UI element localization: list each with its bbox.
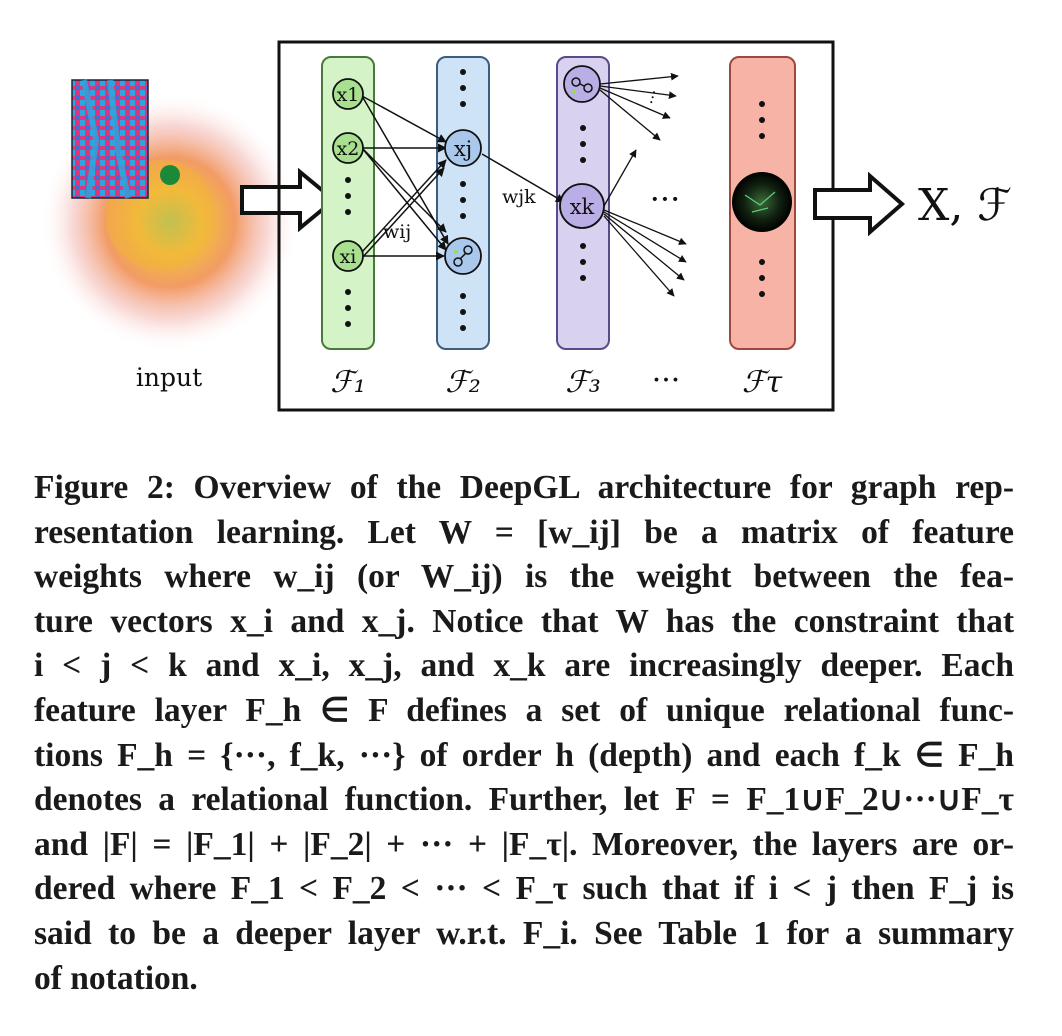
input-heatmap-image [72, 80, 148, 198]
layer-label-tau: ℱτ [741, 365, 783, 400]
caption-line: feature layer F_h ∈ F defines a set of unique relational func- [34, 691, 1014, 729]
svg-text:xj: xj [453, 137, 473, 161]
layer-label-3: ℱ₃ [565, 365, 601, 400]
node-xk [560, 184, 604, 228]
layer-label-2: ℱ₂ [445, 365, 481, 400]
caption-line: denotes a relational function. Further, let F = F_1∪F_2∪···∪F_τ [34, 781, 1014, 819]
caption-line: i < j < k and x_i, x_j, and x_k are increasingly deeper. Each [34, 647, 1014, 685]
layer-label-1: ℱ₁ [330, 365, 366, 400]
weight-label-wij: wij [383, 221, 412, 243]
node-deep-graph [732, 172, 792, 232]
output-label: X, ℱ [918, 180, 1012, 231]
caption-line: resentation learning. Let W = [w_ij] be a matrix of feature [34, 513, 1014, 551]
svg-text:xi: xi [339, 246, 357, 268]
caption-line: tions F_h = {···, f_k, ···} of order h (depth) and each f_k ∈ F_h [34, 736, 1014, 774]
caption-line: dered where F_1 < F_2 < ··· < F_τ such that if i < j then F_j is [34, 870, 1014, 908]
svg-text:x1: x1 [336, 84, 360, 106]
svg-text:x2: x2 [336, 138, 360, 160]
caption-line: of notation. [34, 959, 198, 997]
node-x2 [333, 133, 363, 163]
node-x1 [333, 79, 363, 109]
figure-diagram [0, 0, 1062, 440]
edge-fan-ellipsis: ··· [641, 87, 664, 108]
output-arrow [815, 176, 902, 232]
caption-line-table-ref[interactable]: said to be a deeper layer w.r.t. F_i. See Table 1 for a summary [34, 914, 1014, 952]
caption-line: weights where w_ij (or W_ij) is the weight between the fea- [34, 558, 1014, 596]
figure-caption [34, 466, 1014, 1001]
node-graphlet-3 [564, 66, 600, 102]
node-xj [445, 130, 481, 166]
caption-line: and |F| = |F_1| + |F_2| + ··· + |F_τ|. Moreover, the layers are or- [34, 825, 1014, 863]
column-dots [345, 69, 765, 331]
layer-label-ellipsis: ··· [651, 363, 681, 398]
input-label: input [135, 363, 203, 392]
node-graphlet-2 [445, 238, 481, 274]
weight-label-wjk: wjk [502, 186, 536, 208]
caption-line: ture vectors x_i and x_j. Notice that W has the constraint that [34, 602, 1014, 640]
between-layers-ellipsis: ··· [649, 180, 681, 218]
node-xi [333, 241, 363, 271]
svg-text:xk: xk [569, 195, 595, 219]
caption-line: Figure 2: Overview of the DeepGL architecture for graph rep- [34, 469, 1014, 506]
